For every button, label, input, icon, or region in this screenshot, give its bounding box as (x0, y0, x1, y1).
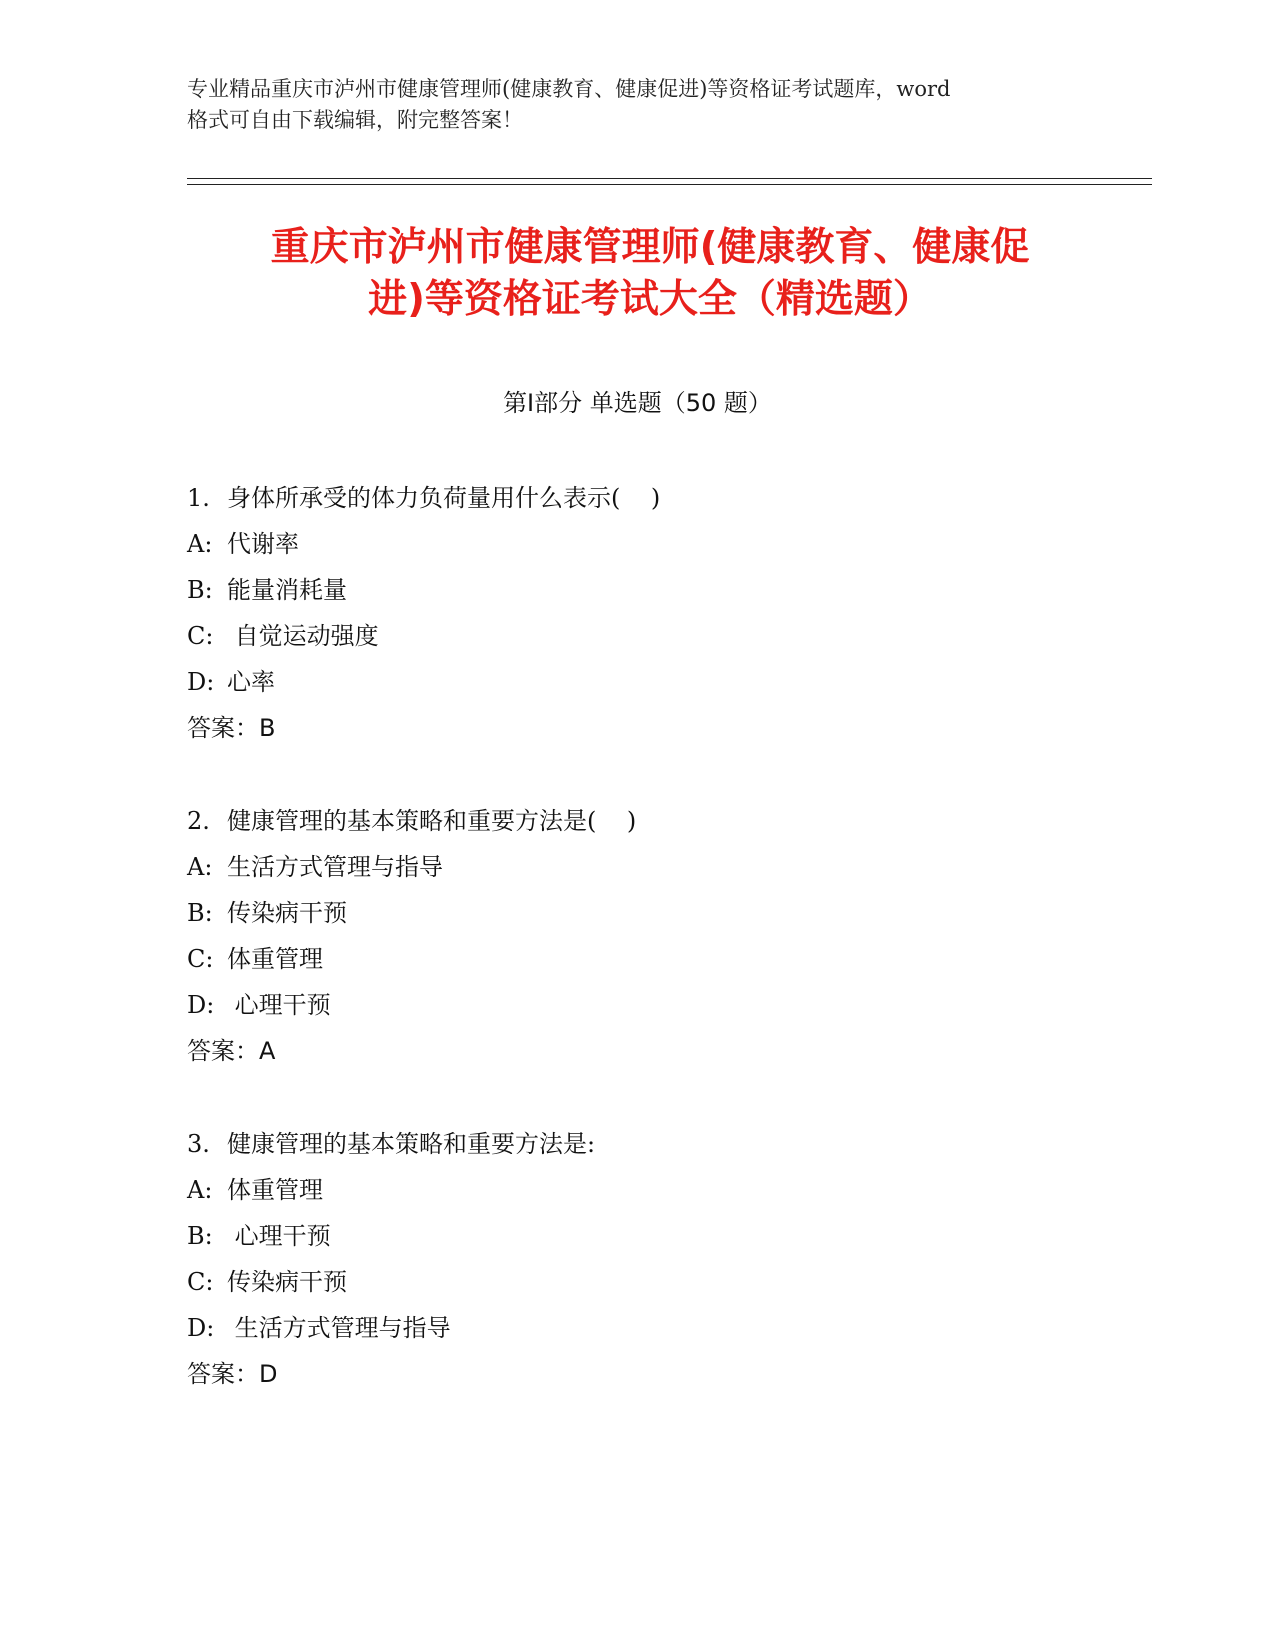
question-stem (187, 1121, 1147, 1167)
option-key: D: (187, 1314, 215, 1342)
option-d (187, 659, 1147, 705)
option-b (187, 1213, 1147, 1259)
option-b (187, 567, 1147, 613)
question-number: 1. (187, 484, 210, 512)
option-text: 生活方式管理与指导 (227, 1314, 451, 1342)
question-2 (187, 798, 1147, 1074)
option-key: D: (187, 991, 215, 1019)
question-1 (187, 475, 1147, 751)
option-text: 自觉运动强度 (227, 622, 379, 650)
option-text: 心理干预 (227, 1222, 331, 1250)
question-text: 健康管理的基本策略和重要方法是( ) (227, 807, 637, 835)
option-d (187, 1305, 1147, 1351)
answer: 答案：A (187, 1037, 276, 1065)
option-key: C: (187, 1268, 214, 1296)
option-text: 代谢率 (227, 530, 299, 558)
question-3 (187, 1121, 1147, 1397)
option-key: B: (187, 899, 213, 927)
option-key: A: (187, 530, 213, 558)
answer: 答案：B (187, 714, 276, 742)
option-a (187, 521, 1147, 567)
section-heading: 第Ⅰ部分 单选题（50 题） (503, 389, 772, 417)
question-number: 3. (187, 1130, 210, 1158)
answer: 答案：D (187, 1360, 278, 1388)
option-c (187, 613, 1147, 659)
header-note (187, 74, 1087, 136)
question-text: 身体所承受的体力负荷量用什么表示( ) (227, 484, 661, 512)
option-b (187, 890, 1147, 936)
option-d (187, 982, 1147, 1028)
question-text: 健康管理的基本策略和重要方法是: (227, 1130, 596, 1158)
header-note-line-1: 专业精品重庆市泸州市健康管理师(健康教育、健康促进)等资格证考试题库，word (187, 77, 951, 101)
option-text: 传染病干预 (227, 1268, 347, 1296)
option-text: 心率 (227, 668, 275, 696)
header-note-line-2: 格式可自由下载编辑，附完整答案！ (187, 108, 523, 132)
question-stem (187, 798, 1147, 844)
option-key: A: (187, 1176, 213, 1204)
document-title-line-1: 重庆市泸州市健康管理师(健康教育、健康促 (270, 225, 1030, 270)
option-text: 体重管理 (227, 945, 323, 973)
option-key: B: (187, 1222, 213, 1250)
question-list (187, 475, 1147, 1444)
option-text: 生活方式管理与指导 (227, 853, 443, 881)
option-text: 能量消耗量 (227, 576, 347, 604)
option-text: 心理干预 (227, 991, 331, 1019)
option-key: A: (187, 853, 213, 881)
header-rule-bottom (187, 184, 1152, 185)
option-key: C: (187, 945, 214, 973)
document-title-line-2: 进)等资格证考试大全（精选题） (368, 277, 932, 322)
option-a (187, 844, 1147, 890)
header-rule-top (187, 178, 1152, 179)
option-key: D: (187, 668, 215, 696)
question-stem (187, 475, 1147, 521)
document-title (180, 222, 1120, 326)
option-text: 传染病干预 (227, 899, 347, 927)
option-c (187, 936, 1147, 982)
option-c (187, 1259, 1147, 1305)
option-text: 体重管理 (227, 1176, 323, 1204)
option-key: C: (187, 622, 214, 650)
option-key: B: (187, 576, 213, 604)
option-a (187, 1167, 1147, 1213)
question-number: 2. (187, 807, 210, 835)
